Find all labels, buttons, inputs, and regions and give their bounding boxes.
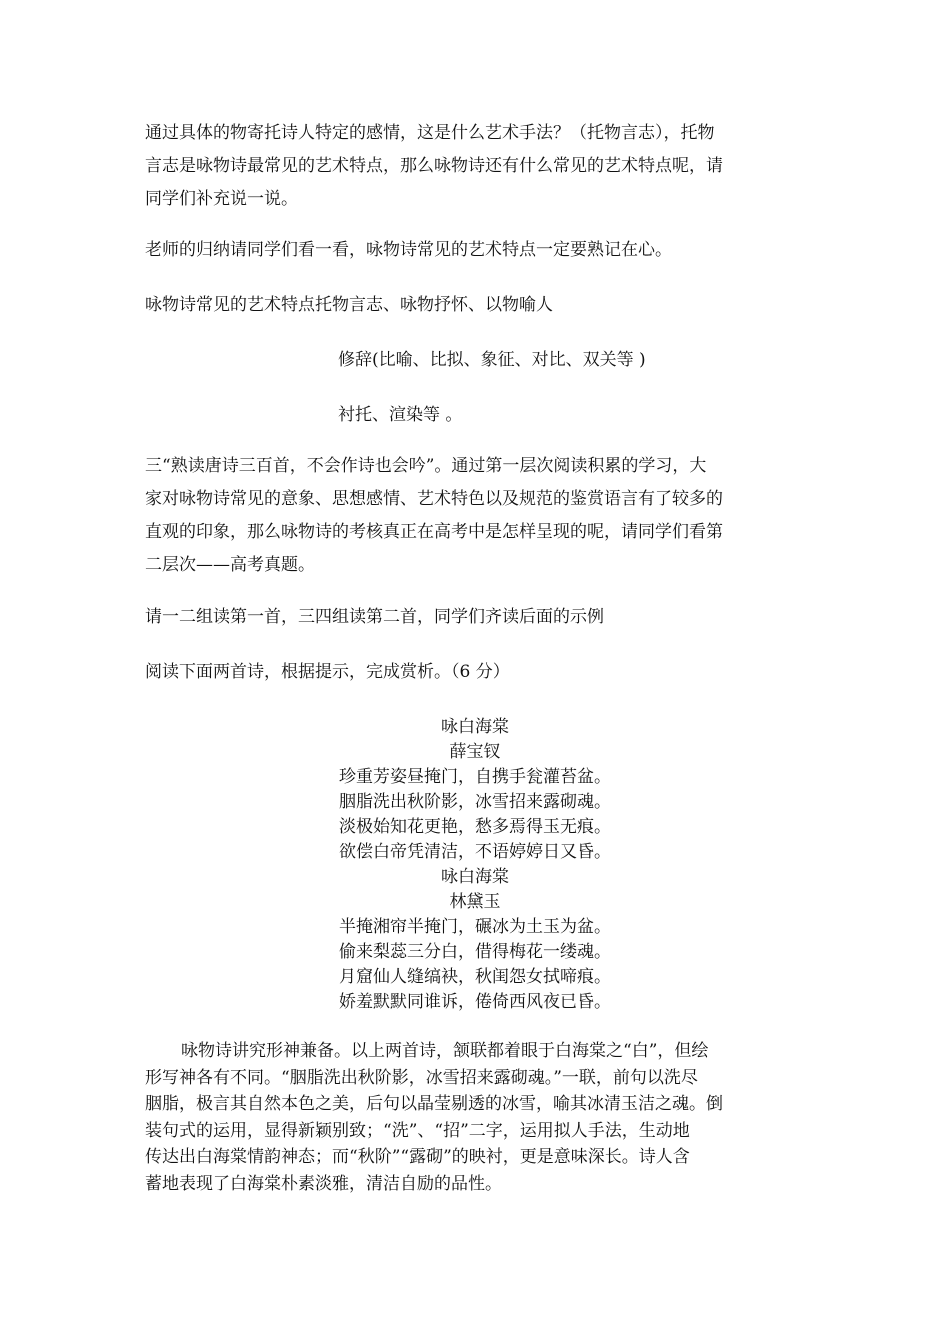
poems-block	[145, 715, 805, 1015]
text-line: 通过具体的物寄托诗人特定的感情，这是什么艺术手法？（托物言志），托物	[145, 123, 715, 143]
text-line: 装句式的运用，显得新颖别致；“洗”、“招”二字，运用拟人手法，生动地	[145, 1120, 690, 1141]
text-line: 胭脂，极言其自然本色之美，后句以晶莹剔透的冰雪，喻其冰清玉洁之魂。倒	[145, 1094, 723, 1114]
text-line: 直观的印象，那么咏物诗的考核真正在高考中是怎样呈现的呢，请同学们看第	[145, 522, 723, 542]
text-line: 家对咏物诗常见的意象、思想感情、艺术特色以及规范的鉴赏语言有了较多的	[145, 489, 723, 509]
paragraph-task: 阅读下面两首诗，根据提示，完成赏析。（6 分）	[145, 662, 510, 682]
text-line: 咏物诗讲究形神兼备。以上两首诗，颔联都着眼于白海棠之“白”，但绘	[181, 1041, 709, 1061]
text-line: 三“熟读唐诗三百首，不会作诗也会吟”。通过第一层次阅读积累的学习，大	[145, 456, 707, 476]
paragraph-art-features: 咏物诗常见的艺术特点托物言志、咏物抒怀、以物喻人	[145, 295, 553, 315]
poem-line: 偷来梨蕊三分白，借得梅花一缕魂。	[339, 942, 611, 962]
paragraph-analysis	[145, 1038, 805, 1197]
poem-line: 月窟仙人缝缟袂，秋闺怨女拭啼痕。	[339, 967, 611, 987]
poem-author: 林黛玉	[449, 892, 501, 912]
paragraph-rhetoric: 修辞(比喻、比拟、象征、对比、双关等 )	[338, 350, 646, 370]
paragraph-contrast: 衬托、渲染等 。	[338, 405, 463, 425]
text-line: 同学们补充说一说。	[145, 189, 298, 209]
poem-title: 咏白海棠	[441, 717, 509, 737]
text-line: 言志是咏物诗最常见的艺术特点，那么咏物诗还有什么常见的艺术特点呢，请	[145, 156, 723, 176]
poem-line: 胭脂洗出秋阶影，冰雪招来露砌魂。	[339, 792, 611, 812]
poem-author: 薛宝钗	[449, 742, 501, 762]
text-line: 蓄地表现了白海棠朴素淡雅，清洁自励的品性。	[145, 1173, 502, 1194]
poem-line: 珍重芳姿昼掩门，自携手瓮灌苔盆。	[339, 767, 611, 787]
poem-line: 娇羞默默同谁诉，倦倚西风夜已昏。	[339, 992, 611, 1012]
paragraph-teacher-summary: 老师的归纳请同学们看一看，咏物诗常见的艺术特点一定要熟记在心。	[145, 240, 672, 260]
poem-line: 欲偿白帝凭清洁，不语婷婷日又昏。	[339, 842, 611, 862]
text-line: 传达出白海棠情韵神态；而“秋阶”“露砌”的映衬，更是意味深长。诗人含	[145, 1147, 690, 1167]
text-line: 形写神各有不同。“胭脂洗出秋阶影，冰雪招来露砌魂。”一联，前句以洗尽	[145, 1067, 698, 1088]
text-line: 二层次——高考真题。	[145, 555, 315, 575]
poem-line: 半掩湘帘半掩门，碾冰为土玉为盆。	[339, 917, 611, 937]
poem-line: 淡极始知花更艳，愁多焉得玉无痕。	[339, 817, 611, 837]
poem-title: 咏白海棠	[441, 867, 509, 887]
paragraph-reading-instruction: 请一二组读第一首，三四组读第二首，同学们齐读后面的示例	[145, 607, 604, 627]
